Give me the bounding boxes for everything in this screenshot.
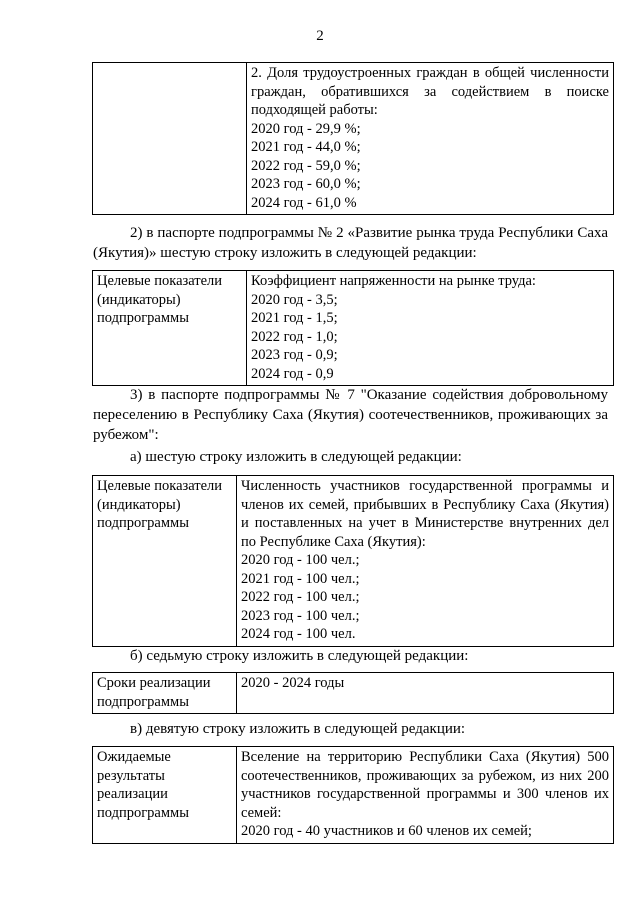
indicator-value: 2024 год - 61,0 % <box>251 194 357 211</box>
indicator-value: 2023 год - 0,9; <box>251 347 338 363</box>
table-cell-left: Целевые показатели (индикаторы) подпрограммы <box>93 271 247 386</box>
indicator-value: 2023 год - 100 чел.; <box>241 607 360 624</box>
paragraph-3b: б) седьмую строку изложить в следующей редакции: <box>130 648 469 664</box>
indicator-heading: Вселение на территорию Республики Саха (Якутия) 500 соотечественников, проживающих за рубежом, из них 200 участников государственной программы и 300 членов их семей: <box>241 749 609 821</box>
paragraph-2: 2) в паспорте подпрограммы № 2 «Развитие рынка труда Республики Саха (Якутия)» шестую строку изложить в следующей редакции: <box>93 225 608 261</box>
indicator-heading: Коэффициент напряженности на рынке труда: <box>251 273 536 289</box>
table-cell-right <box>237 747 614 844</box>
indicator-value: 2021 год - 44,0 %; <box>251 139 361 155</box>
table-cell-left: Сроки реализации подпрограммы <box>93 673 237 714</box>
page-number: 2 <box>316 28 324 44</box>
indicator-value: 2020 год - 3,5; <box>251 291 338 308</box>
indicator-value: 2020 год - 29,9 %; <box>251 120 361 137</box>
indicator-value: 2024 год - 0,9 <box>251 365 334 382</box>
table-share-employed <box>92 62 614 215</box>
indicator-value: 2021 год - 1,5; <box>251 310 338 326</box>
table-expected-results <box>92 746 614 844</box>
paragraph-3a: а) шестую строку изложить в следующей редакции: <box>130 449 462 465</box>
table-cell-right <box>247 63 614 215</box>
indicator-value: 2022 год - 59,0 %; <box>251 157 361 174</box>
table-subprogram-2-indicators <box>92 270 614 386</box>
table-cell-left: Целевые показатели (индикаторы) подпрограммы <box>93 476 237 647</box>
table-cell-right <box>247 271 614 386</box>
table-subprogram-7-indicators <box>92 475 614 647</box>
indicator-heading: Численность участников государственной программы и членов их семей, прибывших в Республику Саха (Якутия) и поставленных на учет в Министерстве внутренних дел по Республике Саха (Якутия): <box>241 478 609 550</box>
indicator-value: 2022 год - 1,0; <box>251 328 338 345</box>
indicator-heading: 2. Доля трудоустроенных граждан в общей численности граждан, обратившихся за содействием в поиске подходящей работы: <box>251 65 609 118</box>
indicator-value: 2020 год - 40 участников и 60 членов их семей; <box>241 823 532 839</box>
indicator-value: 2024 год - 100 чел. <box>241 626 356 642</box>
paragraph-3: 3) в паспорте подпрограммы № 7 "Оказание содействия добровольному переселению в Республику Саха (Якутия) соотечественников, проживающих за рубежом": <box>93 387 608 443</box>
paragraph-3c: в) девятую строку изложить в следующей редакции: <box>130 721 466 737</box>
table-cell-left: Ожидаемые результаты реализации подпрограммы <box>93 747 237 844</box>
indicator-value: 2022 год - 100 чел.; <box>241 589 360 605</box>
indicator-value: 2020 год - 100 чел.; <box>241 552 360 568</box>
indicator-value: 2023 год - 60,0 %; <box>251 176 361 192</box>
table-implementation-period <box>92 672 614 714</box>
indicator-value: 2021 год - 100 чел.; <box>241 570 360 587</box>
table-cell-right: 2020 - 2024 годы <box>237 673 614 714</box>
table-cell-right <box>237 476 614 647</box>
table-cell-left <box>93 63 247 215</box>
